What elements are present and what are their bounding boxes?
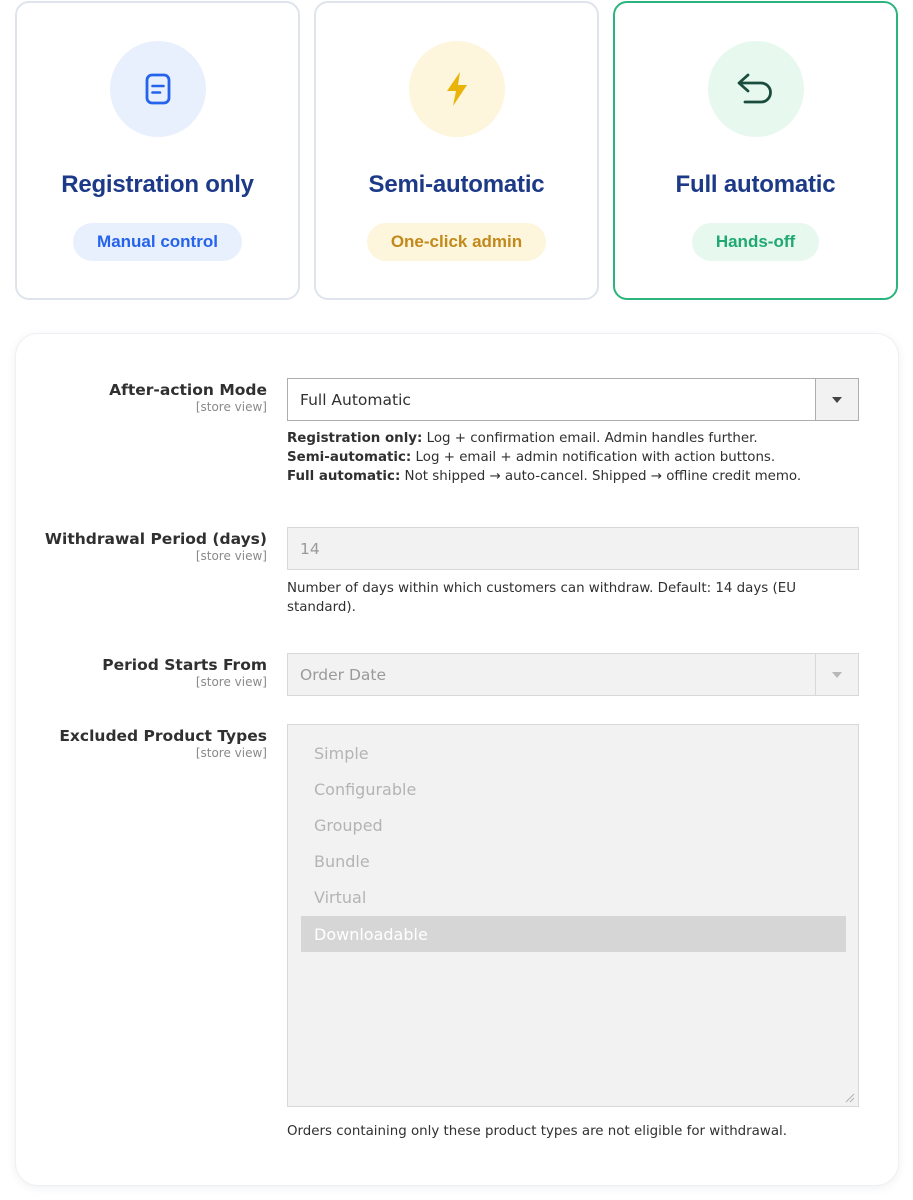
field-label: Excluded Product Types xyxy=(59,727,267,745)
mode-title: Semi-automatic xyxy=(368,171,545,198)
resize-handle-icon[interactable] xyxy=(845,1093,855,1103)
after-action-select[interactable] xyxy=(287,378,859,421)
dropdown-arrow-icon[interactable] xyxy=(815,654,858,695)
after-action-note xyxy=(287,429,859,486)
excluded-types-note: Orders containing only these product types are not eligible for withdrawal. xyxy=(287,1124,788,1139)
field-label: After-action Mode xyxy=(109,381,267,399)
withdrawal-period-input[interactable] xyxy=(287,527,859,570)
period-start-label xyxy=(102,656,267,689)
field-label: Withdrawal Period (days) xyxy=(44,530,267,548)
mode-card-full-automatic[interactable] xyxy=(613,1,898,300)
withdrawal-period-label xyxy=(45,530,267,563)
select-value: Full Automatic xyxy=(300,390,411,409)
select-value: Order Date xyxy=(300,665,387,684)
scope-label: [store view] xyxy=(195,549,267,563)
mode-title: Registration only xyxy=(61,171,254,198)
option-downloadable[interactable]: Downloadable xyxy=(301,916,846,952)
scope-label: [store view] xyxy=(195,746,267,760)
option-grouped[interactable]: Grouped xyxy=(314,815,383,835)
option-simple[interactable]: Simple xyxy=(314,743,369,763)
mode-badge: Manual control xyxy=(73,223,242,261)
mode-title: Full automatic xyxy=(675,171,836,198)
excluded-types-multiselect[interactable] xyxy=(287,724,859,1107)
field-label: Period Starts From xyxy=(102,656,267,674)
mode-badge: One-click admin xyxy=(367,223,546,261)
scope-label: [store view] xyxy=(195,400,267,414)
lightning-icon xyxy=(409,41,505,137)
mode-card-registration-only[interactable] xyxy=(15,1,300,300)
note-line-semi: Semi-automatic: Log + email + admin notification with action buttons. xyxy=(287,450,776,465)
mode-card-semi-automatic[interactable] xyxy=(314,1,599,300)
after-action-label xyxy=(109,381,267,414)
withdrawal-period-note: Number of days within which customers can withdraw. Default: 14 days (EU standard). xyxy=(287,581,797,615)
period-start-select[interactable] xyxy=(287,653,859,696)
document-icon xyxy=(110,41,206,137)
note-line-full: Full automatic: Not shipped → auto-cancel. Shipped → offline credit memo. xyxy=(287,469,802,484)
option-virtual[interactable]: Virtual xyxy=(314,887,367,907)
input-value: 14 xyxy=(300,539,320,558)
mode-badge: Hands-off xyxy=(692,223,819,261)
excluded-types-label xyxy=(59,727,267,760)
return-arrow-icon xyxy=(708,41,804,137)
scope-label: [store view] xyxy=(195,675,267,689)
note-line-registration: Registration only: Log + confirmation email. Admin handles further. xyxy=(287,431,758,446)
dropdown-arrow-icon[interactable] xyxy=(815,379,858,420)
option-bundle[interactable]: Bundle xyxy=(314,851,370,871)
option-configurable[interactable]: Configurable xyxy=(314,779,417,799)
